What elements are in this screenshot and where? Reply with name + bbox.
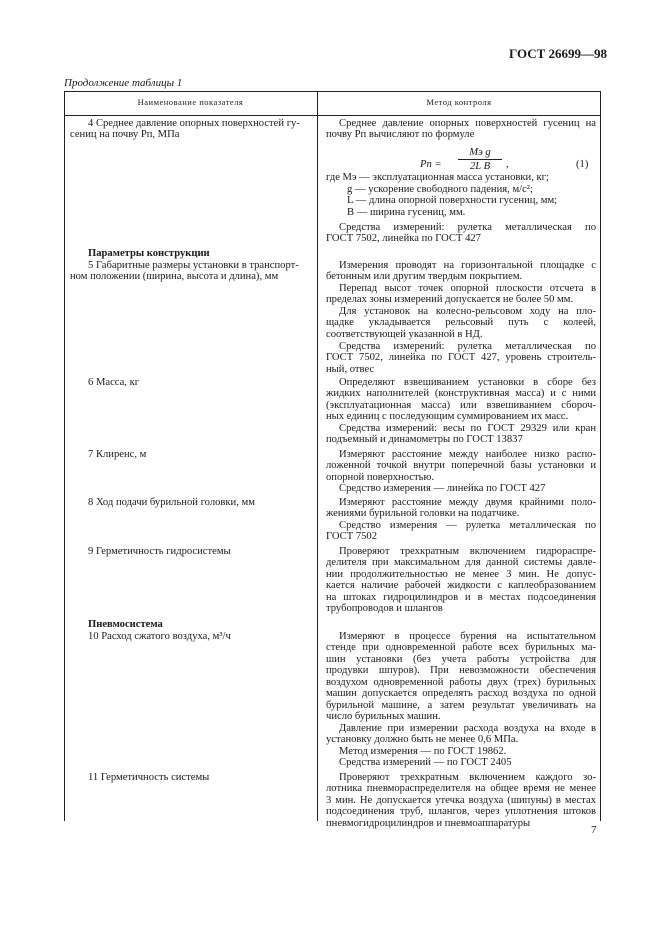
row4-name-line2: сениц на почву Pп, МПа xyxy=(70,129,180,140)
table-continuation-caption: Продолжение таблицы 1 xyxy=(64,77,183,89)
row5-method-line1: Измерения проводят на горизонтальной площадке с xyxy=(339,260,596,271)
section-heading-construction: Параметры конструкции xyxy=(88,248,210,259)
row10-method-line11: Метод измерения — по ГОСТ 19862. xyxy=(339,746,507,757)
row6-method-line4: ных единиц с последующим суммированием их масс. xyxy=(326,411,569,422)
table-left-border xyxy=(64,91,65,821)
row7-method-line3: опорной поверхностью. xyxy=(326,472,435,483)
row6-method-line5: Средства измерений: весы по ГОСТ 29329 или кран xyxy=(339,423,596,434)
page-number: 7 xyxy=(591,824,597,836)
row11-name: 11 Герметичность системы xyxy=(88,772,210,783)
row7-method-line2: ложенной точкой внутри поперечной базы установки и xyxy=(326,460,596,471)
row8-method-line1: Измеряют расстояние между двумя крайними поло- xyxy=(339,497,596,508)
column-header-method: Метод контроля xyxy=(426,97,492,107)
formula-numerator: Mэ g xyxy=(458,147,502,160)
row4-method-line2: почву Pп вычисляют по формуле xyxy=(326,129,475,140)
row4-means-line1: Средства измерений: рулетка металлическая по xyxy=(339,222,596,233)
row5-name-line1: 5 Габаритные размеры установки в транспорт- xyxy=(88,260,299,271)
row10-method-line6: машин допускается определять расход воздуха по одной xyxy=(326,688,596,699)
row8-method-line3: Средство измерения — рулетка металлическая по xyxy=(339,520,596,531)
formula-denominator: 2L B xyxy=(469,161,491,172)
row4-method-line1: Среднее давление опорных поверхностей гусениц на xyxy=(339,118,596,129)
column-header-indicator: Наименование показателя xyxy=(137,97,244,107)
row5-method-line6: щадке укладывается рельсовый путь с колеей, xyxy=(326,317,596,328)
row9-method-line5: на штоках гидроцилиндров и в местах подсоединения xyxy=(326,592,596,603)
row10-method-line3: шин установки (без учета работы устройства для xyxy=(326,654,596,665)
row6-method-line1: Определяют взвешиванием установки в сборе без xyxy=(339,377,596,388)
section-heading-pneumatics: Пневмосистема xyxy=(88,619,163,630)
row6-name: 6 Масса, кг xyxy=(88,377,140,388)
row6-method-line6: подъемный и динамометры по ГОСТ 13837 xyxy=(326,434,523,445)
row5-method-line4: пределах зоны измерений допускается не более 50 мм. xyxy=(326,294,574,305)
row9-method-line2: делителя при максимальном для данной системы давле- xyxy=(326,557,596,568)
table-header-rule xyxy=(64,115,601,116)
row4-name-line1: 4 Среднее давление опорных поверхностей гу- xyxy=(88,118,300,129)
row6-method-line3: (эксплуатационная масса) или взвешиванием сбороч- xyxy=(326,400,596,411)
row11-method-line4: подсоединения труб, шлангов, через уплотнения штоков xyxy=(326,806,596,817)
row6-method-line2: жидких наполнителей (конструктивная масса) и с ними xyxy=(326,388,596,399)
row5-method-line9: ГОСТ 7502, линейка по ГОСТ 427, уровень строитель- xyxy=(326,352,596,363)
row10-method-line9: Давление при измерении расхода воздуха на входе в xyxy=(339,723,596,734)
table-top-rule xyxy=(64,91,601,92)
row10-method-line1: Измеряют в процессе бурения на испытательном xyxy=(339,631,596,642)
row8-method-line4: ГОСТ 7502 xyxy=(326,531,378,542)
row5-method-line7: соответствующей указанной в НД. xyxy=(326,329,483,340)
row7-method-line4: Средство измерения — линейка по ГОСТ 427 xyxy=(339,483,546,494)
row10-method-line4: продувки шпуров). При невозможности обеспечения xyxy=(326,665,596,676)
row11-method-line3: 3 мин. Не допускается утечка воздуха (шипуны) в местах xyxy=(326,795,596,806)
specification-table xyxy=(64,91,601,829)
row9-method-line3: нии продолжительностью не менее 3 мин. Не допус- xyxy=(326,569,596,580)
row11-method-line2: лотника пневмораспределителя на общее время не менее xyxy=(326,783,596,794)
formula-comma: , xyxy=(506,159,509,170)
row7-name: 7 Клиренс, м xyxy=(88,449,147,460)
row5-method-line2: бетонным или другим твердым покрытием. xyxy=(326,271,523,282)
row4-means-line2: ГОСТ 7502, линейка по ГОСТ 427 xyxy=(326,233,481,244)
equation-number: (1) xyxy=(576,159,589,170)
row9-name: 9 Герметичность гидросистемы xyxy=(88,546,231,557)
row11-method-line1: Проверяют трехкратным включением каждого зо- xyxy=(339,772,596,783)
row7-method-line1: Измеряют расстояние между наиболее низко распо- xyxy=(339,449,596,460)
row10-name: 10 Расход сжатого воздуха, м³/ч xyxy=(88,631,231,642)
row9-method-line4: кается наличие рабочей жидкости с каплеобразованием xyxy=(326,580,596,591)
formula-fraction xyxy=(458,147,502,172)
row9-method-line1: Проверяют трехкратным включением гидрораспре- xyxy=(339,546,596,557)
formula-lhs: Pп = xyxy=(420,159,442,170)
row10-method-line12: Средства измерений — по ГОСТ 2405 xyxy=(339,757,512,768)
row8-method-line2: жениями бурильной головки на податчике. xyxy=(326,508,520,519)
row5-method-line3: Перепад высот точек опорной плоскости отсчета в xyxy=(339,283,596,294)
row5-method-line5: Для установок на колесно-рельсовом ходу на пло- xyxy=(339,306,596,317)
table-column-divider xyxy=(317,91,318,821)
row9-method-line6: трубопроводов и шлангов xyxy=(326,603,443,614)
row4-where-4: B — ширина гусениц, мм. xyxy=(347,207,466,218)
standard-header: ГОСТ 26699—98 xyxy=(509,46,608,61)
table-right-border xyxy=(600,91,601,821)
row10-method-line10: установку должно быть не менее 0,6 МПа. xyxy=(326,734,519,745)
row5-name-line2: ном положении (ширина, высота и длина), мм xyxy=(70,271,279,282)
row4-where-2: g — ускорение свободного падения, м/с²; xyxy=(347,184,533,195)
row10-method-line7: бурильной машине, а затем результат увеличивать на xyxy=(326,700,596,711)
row4-where-1: где Mэ — эксплуатационная масса установки, кг; xyxy=(326,172,549,183)
row10-method-line2: стенде при одновременной работе всех бурильных ма- xyxy=(326,642,596,653)
row11-method-line5: пневмогидроцилиндров и пневмоаппаратуры xyxy=(326,818,531,829)
row10-method-line5: воздухом одновременной работы двух (трех) бурильных xyxy=(326,677,596,688)
row5-method-line8: Средства измерений: рулетка металлическая по xyxy=(339,341,596,352)
row5-method-line10: ный, отвес xyxy=(326,364,375,375)
row10-method-line8: число бурильных машин. xyxy=(326,711,441,722)
row4-where-3: L — длина опорной поверхности гусениц, мм; xyxy=(347,195,558,206)
row8-name: 8 Ход подачи бурильной головки, мм xyxy=(88,497,255,508)
